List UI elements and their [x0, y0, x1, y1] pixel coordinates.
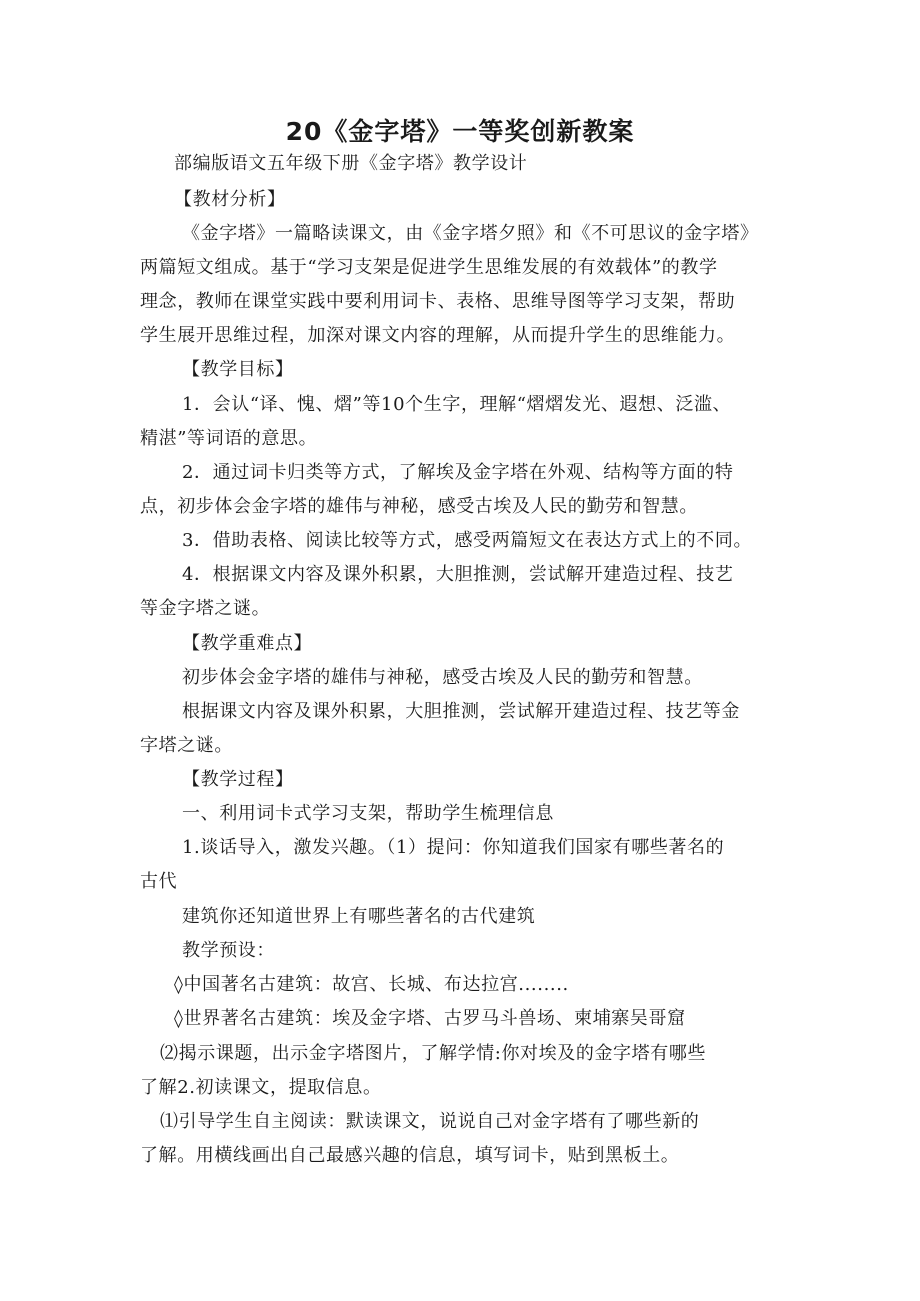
process-line-continued: 古代: [140, 871, 178, 892]
document-title: 20《金字塔》一等奖创新教案: [285, 117, 635, 146]
goal-item-2-continued: 点，初步体会金字塔的雄伟与神秘，感受古埃及人民的勤劳和智慧。: [140, 496, 698, 517]
process-line: ⑴引导学生自主阅读：默读课文，说说自己对金字塔有了哪些新的: [160, 1111, 700, 1132]
goal-item-1: 1．会认“译、愧、熠”等10个生字，理解“熠熠发光、遐想、泛滥、: [182, 394, 732, 415]
goal-item-4: 4．根据课文内容及课外积累，大胆推测，尝试解开建造过程、技艺: [182, 564, 734, 585]
paragraph-line: 《金字塔》一篇略读课文，由《金字塔夕照》和《不可思议的金字塔》: [182, 223, 759, 244]
goal-item-1-continued: 精湛”等词语的意思。: [140, 428, 318, 449]
section-heading-key-points: 【教学重难点】: [182, 633, 313, 654]
process-step-heading: 一、利用词卡式学习支架，帮助学生梳理信息: [182, 803, 554, 824]
process-line: 1.谈话导入，激发兴趣。（1）提问：你知道我们国家有哪些著名的: [182, 837, 725, 858]
key-point-line: 根据课文内容及课外积累，大胆推测，尝试解开建造过程、技艺等金: [182, 701, 740, 722]
subtitle-line: 部编版语文五年级下册《金字塔》教学设计: [174, 153, 528, 174]
section-heading-material-analysis: 【教材分析】: [174, 189, 286, 210]
process-line: 建筑你还知道世界上有哪些著名的古代建筑: [182, 906, 536, 927]
key-point-line-continued: 字塔之谜。: [140, 735, 233, 756]
process-line-continued: 了解。用横线画出自己最感兴趣的信息，填写词卡，贴到黑板土。: [140, 1145, 680, 1166]
paragraph-line: 理念，教师在课堂实践中要利用词卡、表格、思维导图等学习支架，帮助: [140, 291, 736, 312]
paragraph-line: 学生展开思维过程，加深对课文内容的理解，从而提升学生的思维能力。: [140, 325, 736, 346]
process-bullet: ◊世界著名古建筑：埃及金字塔、古罗马斗兽场、柬埔寨吴哥窟: [174, 1008, 686, 1029]
process-line: ⑵揭示课题，出示金字塔图片，了解学情:你对埃及的金字塔有哪些: [160, 1043, 707, 1064]
process-line-continued: 了解2.初读课文，提取信息。: [140, 1077, 382, 1098]
goal-item-2: 2．通过词卡归类等方式，了解埃及金字塔在外观、结构等方面的特: [182, 462, 734, 483]
section-heading-teaching-goals: 【教学目标】: [182, 359, 294, 380]
paragraph-line: 两篇短文组成。基于“学习支架是促进学生思维发展的有效载体”的教学: [140, 257, 718, 278]
goal-item-3: 3．借助表格、阅读比较等方式，感受两篇短文在表达方式上的不同。: [182, 530, 753, 551]
section-heading-teaching-process: 【教学过程】: [182, 769, 294, 790]
process-line: 教学预设：: [182, 940, 275, 961]
goal-item-4-continued: 等金字塔之谜。: [140, 598, 271, 619]
process-bullet: ◊中国著名古建筑：故宫、长城、布达拉宫........: [174, 974, 569, 995]
key-point-line: 初步体会金字塔的雄伟与神秘，感受古埃及人民的勤劳和智慧。: [182, 667, 703, 688]
